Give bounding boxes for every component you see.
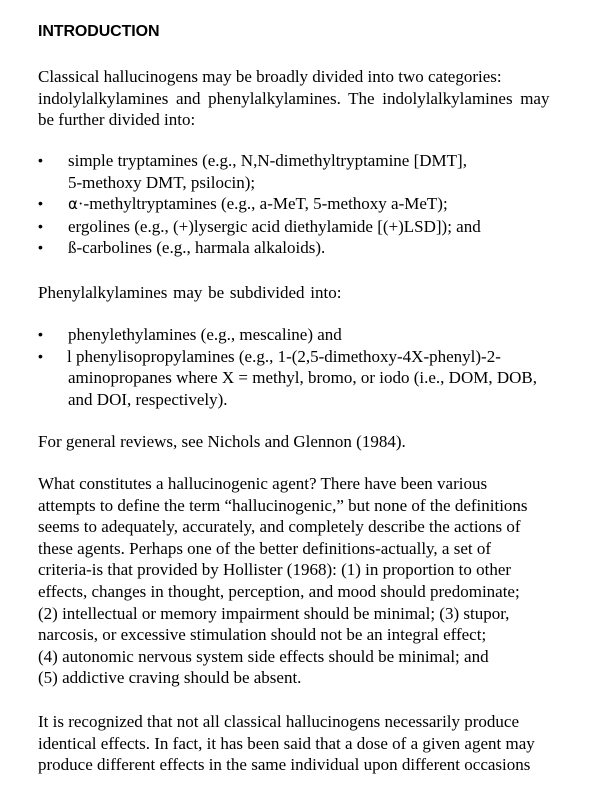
text-line: attempts to define the term “hallucinogenic,” but none of the definitions xyxy=(38,495,528,515)
justified-line: indolylalkylamines and phenylalkylamines. The indolylalkylamines may xyxy=(38,88,550,108)
text-line: For general reviews, see Nichols and Glennon (1984). xyxy=(38,432,406,451)
text-line: aminopropanes where X = methyl, bromo, or iodo (i.e., DOM, DOB, xyxy=(68,368,537,388)
text-line: produce different effects in the same individual upon different occasions xyxy=(38,755,531,775)
text-segment: ·-methyltryptamines (e.g., a-MeT, 5-methoxy a-MeT); xyxy=(77,194,448,214)
text-line: identical effects. In fact, it has been said that a dose of a given agent may xyxy=(38,733,535,753)
list-item xyxy=(38,237,598,259)
text-line: ergolines (e.g., (+)lysergic acid diethylamide [(+)LSD]); and xyxy=(68,216,481,236)
list-item xyxy=(38,346,598,411)
alpha-symbol: α xyxy=(68,195,78,214)
text-line: and DOI, respectively). xyxy=(68,389,228,409)
intro-paragraph xyxy=(38,66,578,131)
text-line: Phenylalkylamines may be subdivided into: xyxy=(38,283,342,302)
text-line: these agents. Perhaps one of the better definitions-actually, a set of xyxy=(38,538,492,558)
text-line: criteria-is that provided by Hollister (1968): (1) in proportion to other xyxy=(38,560,512,580)
text-line xyxy=(68,193,598,216)
list-item xyxy=(38,150,598,193)
text-line: 5-methoxy DMT, psilocin); xyxy=(68,172,256,192)
text-line: seems to adequately, accurately, and completely describe the actions of xyxy=(38,517,521,537)
bullet-icon: • xyxy=(38,217,43,234)
text-line: be further divided into: xyxy=(38,110,196,130)
text-line xyxy=(38,88,578,110)
text-line: l phenylisopropylamines (e.g., 1-(2,5-dimethoxy-4X-phenyl)-2- xyxy=(67,346,501,366)
bullet-icon: • xyxy=(38,239,43,256)
text-line: phenylethylamines (e.g., mescaline) and xyxy=(68,325,342,344)
text-line: narcosis, or excessive stimulation should not be an integral effect; xyxy=(38,625,487,645)
text-line: (5) addictive craving should be absent. xyxy=(38,668,302,688)
text-line: effects, changes in thought, perception, and mood should predominate; xyxy=(38,581,520,601)
text-line: (4) autonomic nervous system side effects should be minimal; and xyxy=(38,646,489,666)
phenylalkylamines-list xyxy=(38,324,598,410)
list-item xyxy=(38,193,598,216)
phenylalkylamines-intro xyxy=(38,282,578,304)
reviews-paragraph xyxy=(38,431,578,453)
effects-paragraph xyxy=(38,711,578,776)
text-line: (2) intellectual or memory impairment should be minimal; (3) stupor, xyxy=(38,603,510,623)
text-line: What constitutes a hallucinogenic agent? There have been various xyxy=(38,474,488,493)
text-line: It is recognized that not all classical hallucinogens necessarily produce xyxy=(38,712,520,731)
definition-paragraph xyxy=(38,473,578,689)
bullet-icon: • xyxy=(38,347,43,364)
bullet-icon: • xyxy=(38,195,43,212)
list-item xyxy=(38,216,598,238)
list-item xyxy=(38,324,598,346)
bullet-icon: • xyxy=(38,152,43,168)
section-heading: INTRODUCTION xyxy=(38,23,160,40)
text-line: ß-carbolines (e.g., harmala alkaloids). xyxy=(68,238,326,258)
bullet-icon: • xyxy=(38,326,43,342)
text-line: Classical hallucinogens may be broadly divided into two categories: xyxy=(38,67,502,86)
text-line: simple tryptamines (e.g., N,N-dimethyltryptamine [DMT], xyxy=(68,151,467,170)
indolylalkylamines-list xyxy=(38,150,598,259)
